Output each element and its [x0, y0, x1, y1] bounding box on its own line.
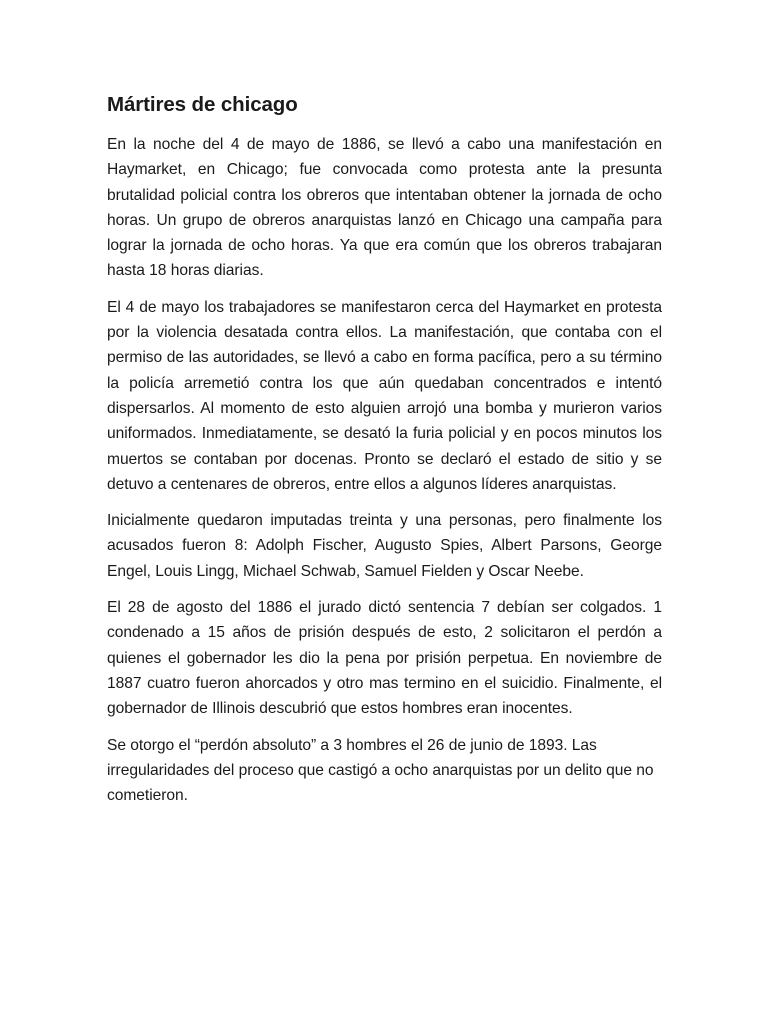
- paragraph-1: En la noche del 4 de mayo de 1886, se llevó a cabo una manifestación en Haymarket, en Chicago; fue convocada como protesta ante la presunta brutalidad policial contra los obreros que intentaban obtener la jornada de ocho horas. Un grupo de obreros anarquistas lanzó en Chicago una campaña para lograr la jornada de ocho horas. Ya que era común que los obreros trabajaran hasta 18 horas diarias.: [107, 136, 662, 280]
- paragraph-5: Se otorgo el “perdón absoluto” a 3 hombres el 26 de junio de 1893. Las irregularidades del proceso que castigó a ocho anarquistas por un delito que no cometieron.: [107, 736, 654, 805]
- document-title: Mártires de chicago: [107, 93, 298, 116]
- paragraph-2: El 4 de mayo los trabajadores se manifestaron cerca del Haymarket en protesta por la violencia desatada contra ellos. La manifestación, que contaba con el permiso de las autoridades, se llevó a cabo en forma pacífica, pero a su término la policía arremetió contra los que aún quedaban concentrados e intentó dispersarlos. Al momento de esto alguien arrojó una bomba y murieron varios uniformados. Inmediatamente, se desató la furia policial y en pocos minutos los muertos se contaban por docenas. Pronto se declaró el estado de sitio y se detuvo a centenares de obreros, entre ellos a algunos líderes anarquistas.: [107, 298, 662, 493]
- paragraph-4: El 28 de agosto del 1886 el jurado dictó sentencia 7 debían ser colgados. 1 condenado a 15 años de prisión después de esto, 2 solicitaron el perdón a quienes el gobernador les dio la pena por prisión perpetua. En noviembre de 1887 cuatro fueron ahorcados y otro mas termino en el suicidio. Finalmente, el gobernador de Illinois descubrió que estos hombres eran inocentes.: [107, 599, 662, 718]
- paragraph-3: Inicialmente quedaron imputadas treinta y una personas, pero finalmente los acusados fueron 8: Adolph Fischer, Augusto Spies, Albert Parsons, George Engel, Louis Lingg, Michael Schwab, Samuel Fielden y Oscar Neebe.: [107, 512, 662, 580]
- document-page: [107, 90, 662, 819]
